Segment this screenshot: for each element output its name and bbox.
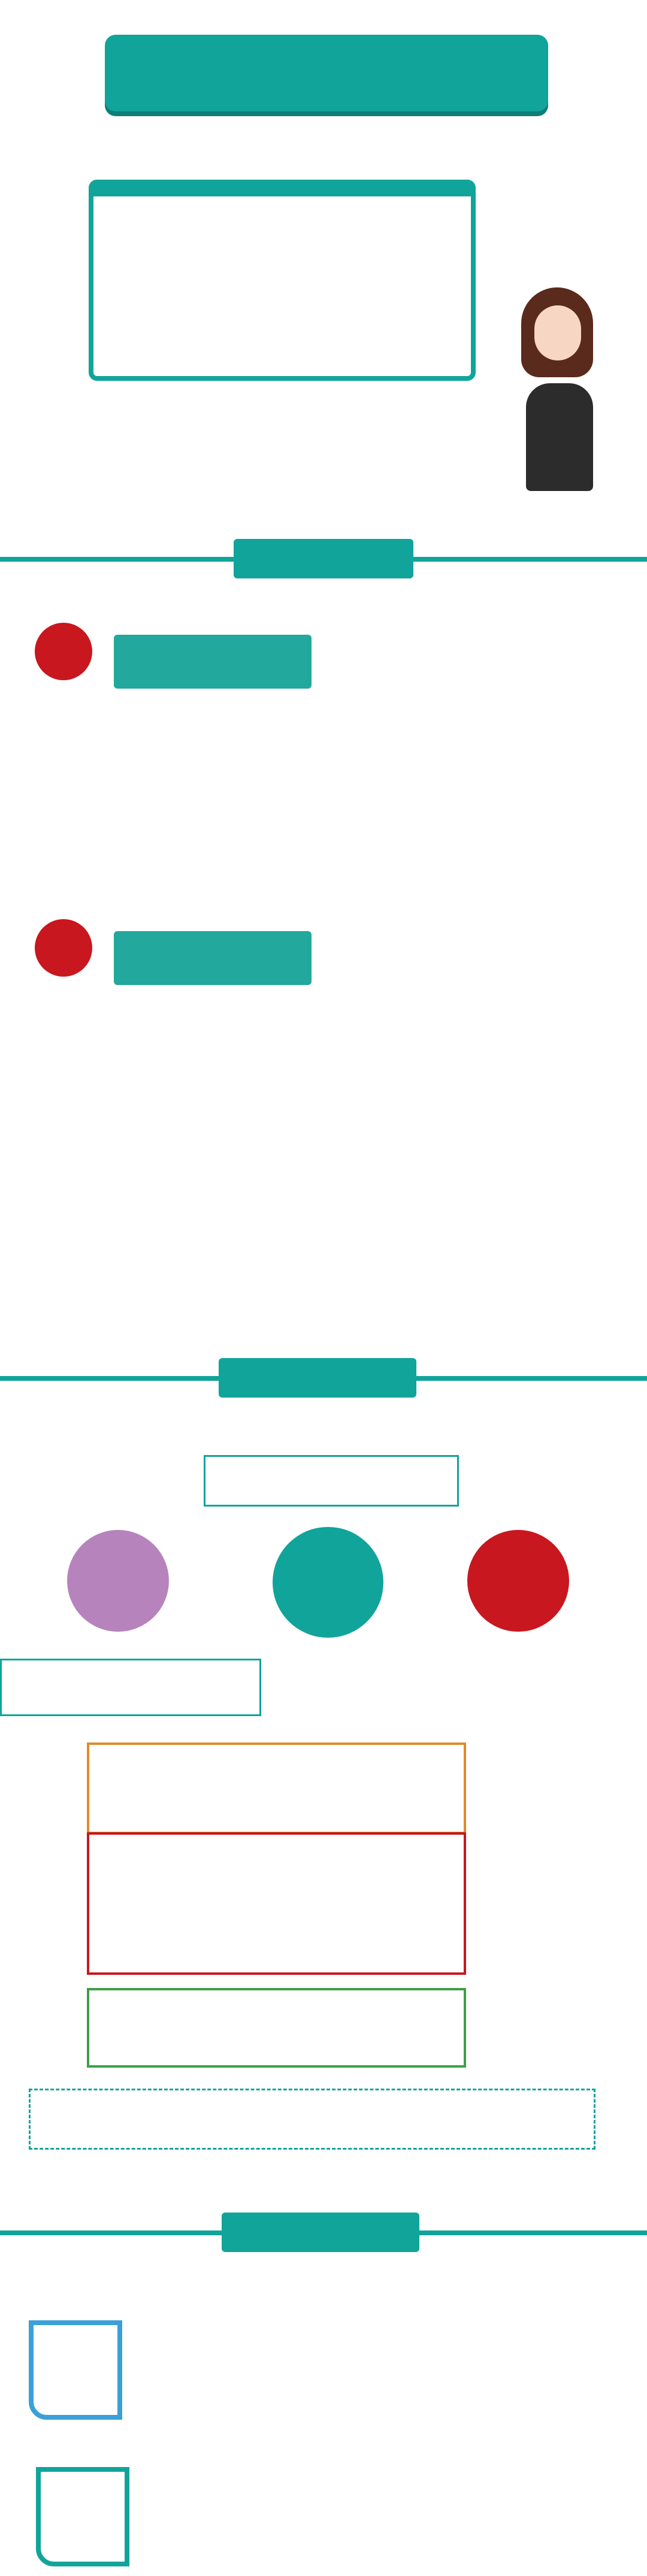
policy-footnote (29, 2089, 595, 2150)
scope-title (234, 539, 413, 578)
policy-left-note (0, 1659, 261, 1716)
change-step-2-badge (36, 2467, 129, 2566)
presenter-face (534, 305, 581, 360)
presenter-illustration (503, 287, 617, 491)
required-label (114, 931, 312, 985)
not-required-label (114, 635, 312, 689)
speech-bubble-cap (89, 180, 476, 196)
policy-top-box (204, 1455, 459, 1507)
check-icon (35, 919, 92, 977)
policy-item-2 (87, 1832, 466, 1975)
right-circle (467, 1530, 569, 1632)
middle-circle (273, 1527, 383, 1638)
speech-bubble (89, 180, 476, 381)
policy-item-3 (87, 1988, 466, 2068)
policy-item-1 (87, 1742, 466, 1834)
change-step-1-badge (29, 2320, 122, 2420)
policy-title (219, 1358, 416, 1398)
left-circle (67, 1530, 169, 1632)
change-title (222, 2213, 419, 2252)
presenter-body (526, 383, 593, 491)
x-icon (35, 623, 92, 680)
section-banner (105, 35, 548, 111)
